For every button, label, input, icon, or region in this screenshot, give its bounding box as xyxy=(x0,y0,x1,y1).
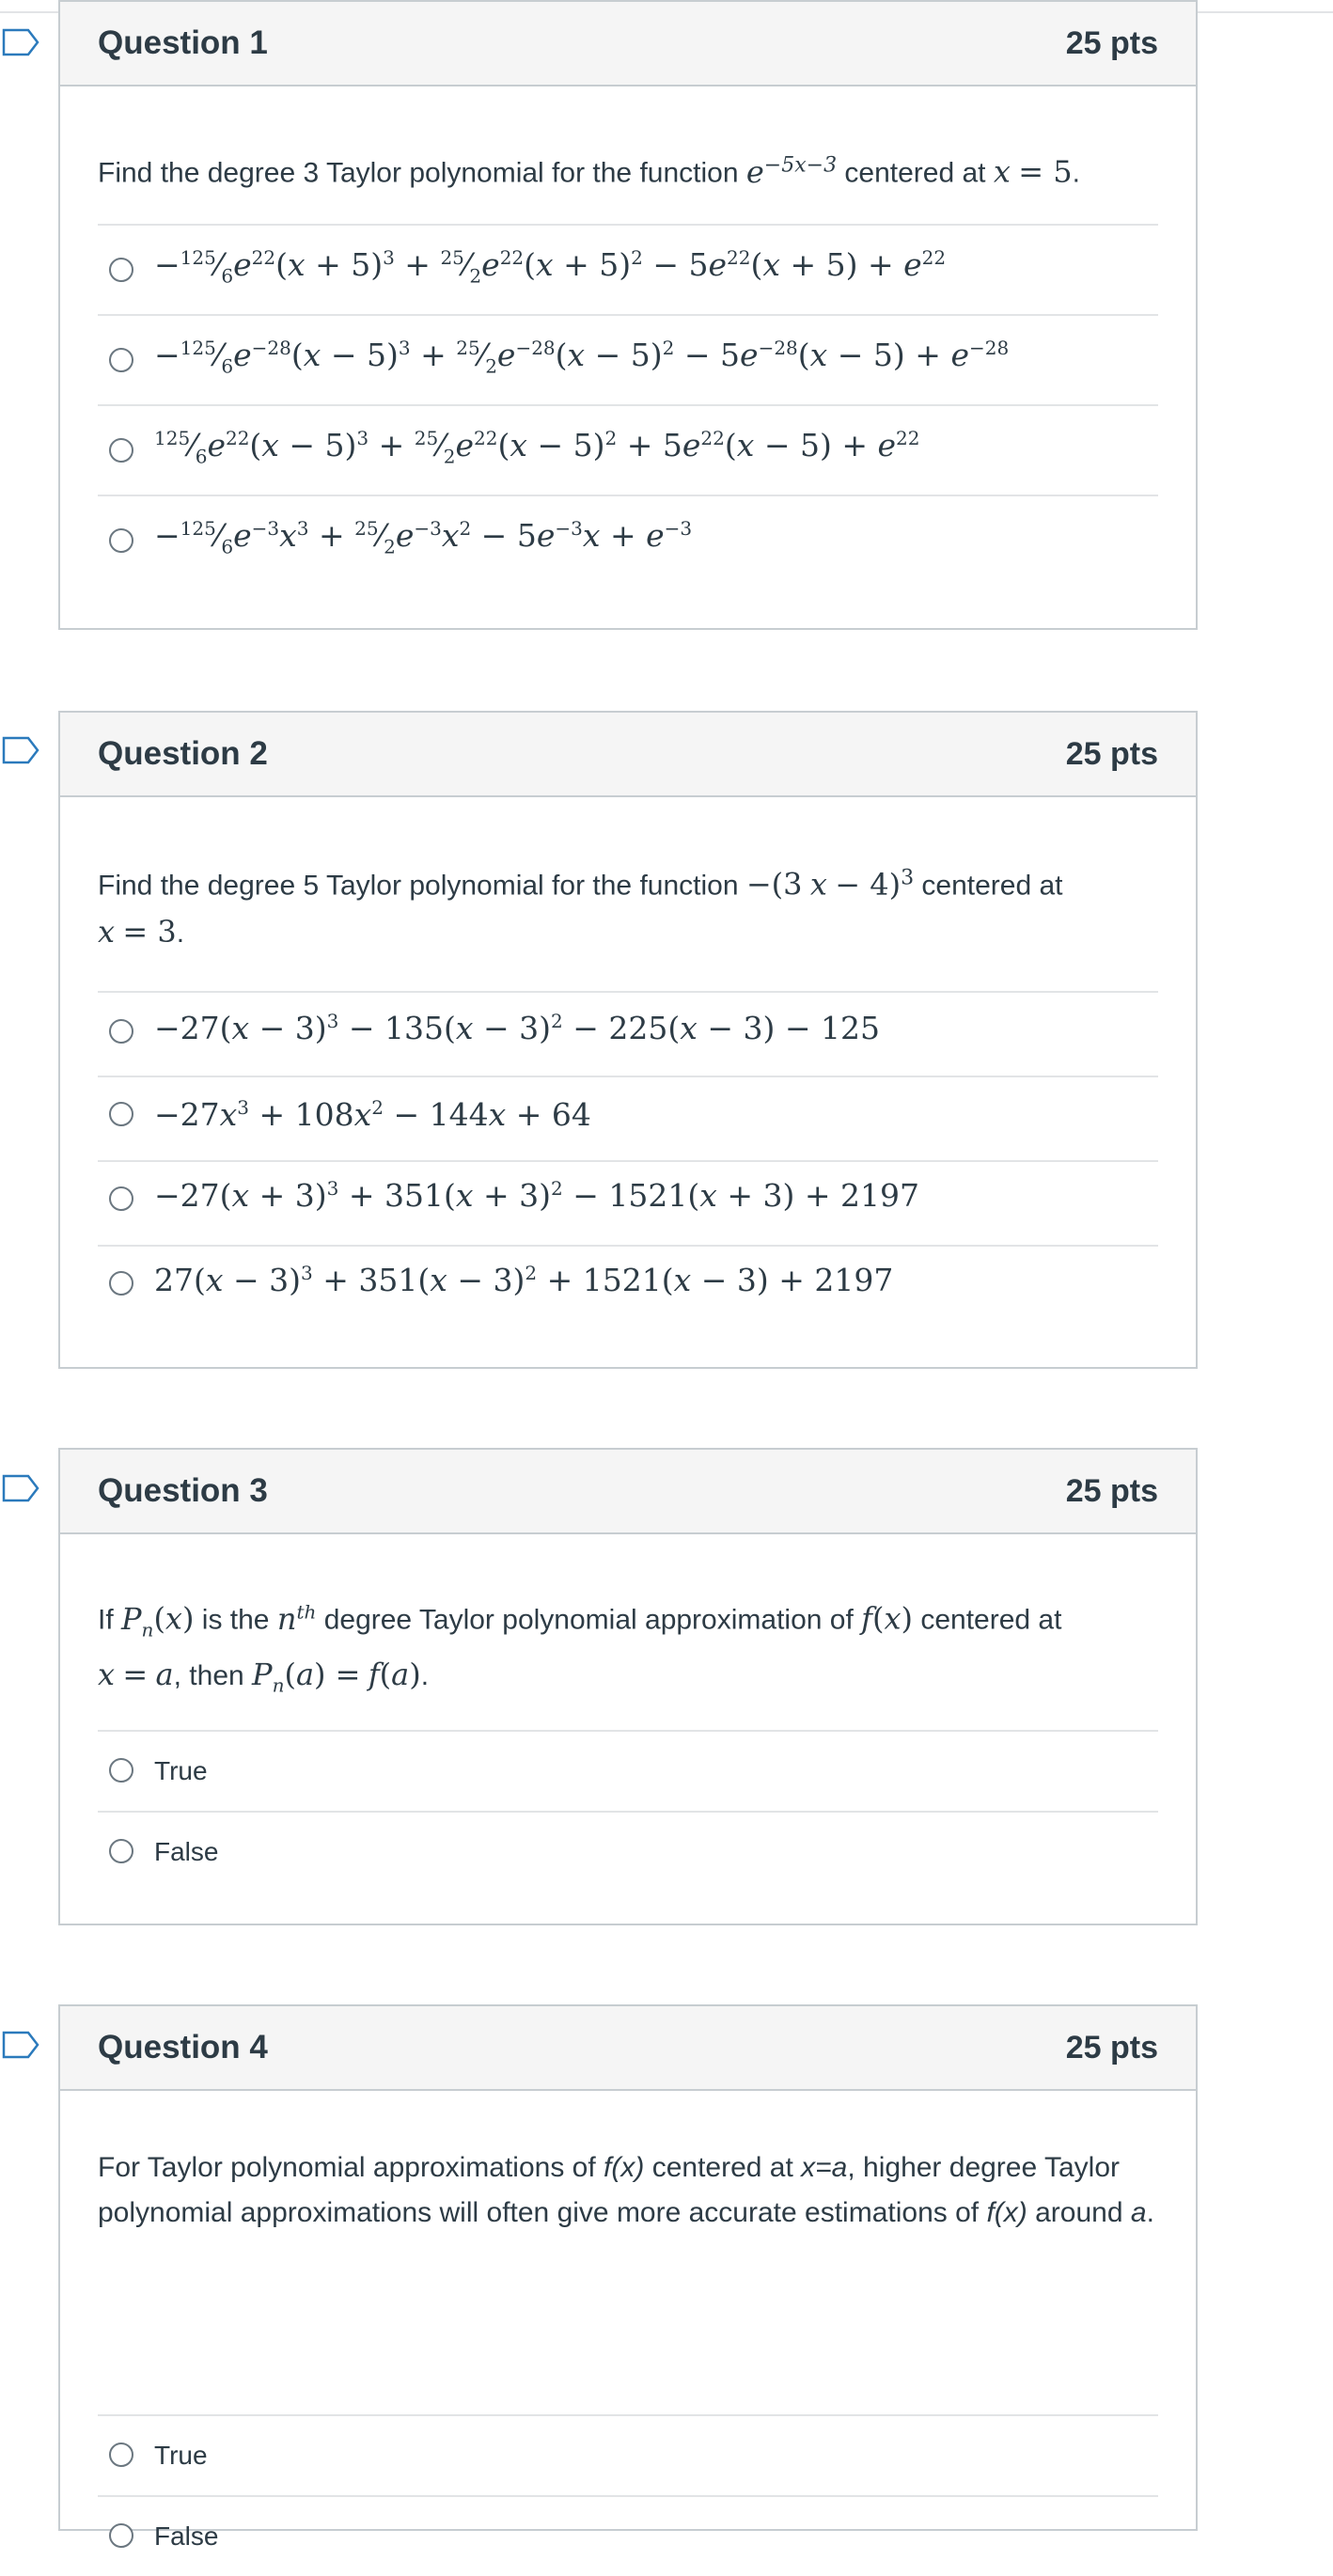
radio-button-icon[interactable] xyxy=(109,1271,133,1296)
flag-question-icon[interactable] xyxy=(2,28,39,56)
answer-option[interactable] xyxy=(98,495,1158,585)
question-card-1 xyxy=(58,0,1198,630)
flag-question-icon[interactable] xyxy=(2,736,39,764)
radio-button-icon[interactable] xyxy=(109,1839,133,1863)
answer-option[interactable] xyxy=(98,1160,1158,1245)
radio-button-icon[interactable] xyxy=(109,1758,133,1783)
answer-label: True xyxy=(154,2441,208,2470)
question-card-4 xyxy=(58,2004,1198,2551)
answer-list xyxy=(98,991,1158,1329)
question-points: 25 pts xyxy=(1065,2030,1158,2066)
answer-list xyxy=(98,1730,1158,1892)
question-points: 25 pts xyxy=(1065,736,1158,772)
question-card-2 xyxy=(58,711,1198,1369)
question-text: For Taylor polynomial approximations of f(x) centered at x=a, higher degree Taylor polynomial approximations will often give more accurate estimations of f(x) around a. xyxy=(98,2152,1154,2228)
answer-label: $27(x - 3)^3 + 351(x - 3)^2 + 1521(x - 3) + 2197$ xyxy=(154,1262,894,1298)
question-points: 25 pts xyxy=(1065,1473,1158,1509)
radio-button-icon[interactable] xyxy=(109,2442,133,2467)
question-text: Find the degree 5 Taylor polynomial for the function −(3 x − 4)$^3$ centered at x = 3. xyxy=(98,866,1063,950)
answer-label: $-27(x + 3)^3 + 351(x + 3)^2 - 1521(x + 3) + 2197$ xyxy=(154,1177,919,1214)
answer-option[interactable] xyxy=(98,991,1158,1076)
radio-button-icon[interactable] xyxy=(109,1186,133,1211)
answer-option[interactable] xyxy=(98,404,1158,495)
answer-list xyxy=(98,2414,1158,2576)
question-points: 25 pts xyxy=(1065,25,1158,61)
question-header xyxy=(60,2,1196,86)
question-title: Question 2 xyxy=(98,735,268,772)
answer-option-false[interactable] xyxy=(98,2495,1158,2576)
answer-option[interactable] xyxy=(98,314,1158,404)
question-text: Find the degree 3 Taylor polynomial for the function $e^{-5x-3}$ centered at x = 5. xyxy=(98,153,1080,190)
answer-label: True xyxy=(154,1756,208,1785)
question-card-3 xyxy=(58,1448,1198,1925)
answer-option-false[interactable] xyxy=(98,1811,1158,1892)
radio-button-icon[interactable] xyxy=(109,258,133,282)
question-title: Question 1 xyxy=(98,24,268,61)
answer-label: $-^{125}⁄_6e^{-3}x^3$ + $^{25}⁄_2e^{-3}x^2 - 5e^{-3}x + e^{-3}$ xyxy=(154,517,693,558)
answer-label: $-^{125}⁄_6e^{-28}(x - 5)^3$ + $^{25}⁄_2e^{-28}(x - 5)^2 - 5e^{-28}(x - 5) + e^{-28}$ xyxy=(154,337,1010,378)
answer-label: $-27(x - 3)^3 - 135(x - 3)^2 - 225(x - 3) - 125$ xyxy=(154,1010,880,1046)
answer-label: $^{125}⁄_6e^{22}(x - 5)^3$ + $^{25}⁄_2e^{22}(x - 5)^2 + 5e^{22}(x - 5) + e^{22}$ xyxy=(154,427,920,468)
flag-question-icon[interactable] xyxy=(2,2031,39,2059)
answer-label: $-^{125}⁄_6e^{22}(x + 5)^3$ + $^{25}⁄_2e^{22}(x + 5)^2 - 5e^{22}(x + 5) + e^{22}$ xyxy=(154,246,947,288)
answer-option-true[interactable] xyxy=(98,2414,1158,2495)
question-title: Question 4 xyxy=(98,2029,268,2066)
answer-list xyxy=(98,224,1158,585)
radio-button-icon[interactable] xyxy=(109,1019,133,1044)
radio-button-icon[interactable] xyxy=(109,2523,133,2548)
radio-button-icon[interactable] xyxy=(109,348,133,372)
answer-option-true[interactable] xyxy=(98,1730,1158,1811)
radio-button-icon[interactable] xyxy=(109,1102,133,1126)
question-header xyxy=(60,2006,1196,2091)
answer-option[interactable] xyxy=(98,224,1158,314)
question-header xyxy=(60,713,1196,797)
answer-label: False xyxy=(154,2521,219,2551)
question-text: If $P_n(x)$ is the $n^{th}$ degree Taylor polynomial approximation of f(x) centered at x = a, then $P_n(a) = f(a)$. xyxy=(98,1600,1062,1697)
radio-button-icon[interactable] xyxy=(109,528,133,553)
flag-question-icon[interactable] xyxy=(2,1474,39,1502)
question-header xyxy=(60,1450,1196,1534)
answer-option[interactable] xyxy=(98,1245,1158,1329)
answer-label: $-27x^3 + 108x^2 - 144x + 64$ xyxy=(154,1096,591,1133)
answer-label: False xyxy=(154,1837,219,1866)
question-title: Question 3 xyxy=(98,1472,268,1509)
radio-button-icon[interactable] xyxy=(109,438,133,463)
answer-option[interactable] xyxy=(98,1076,1158,1160)
